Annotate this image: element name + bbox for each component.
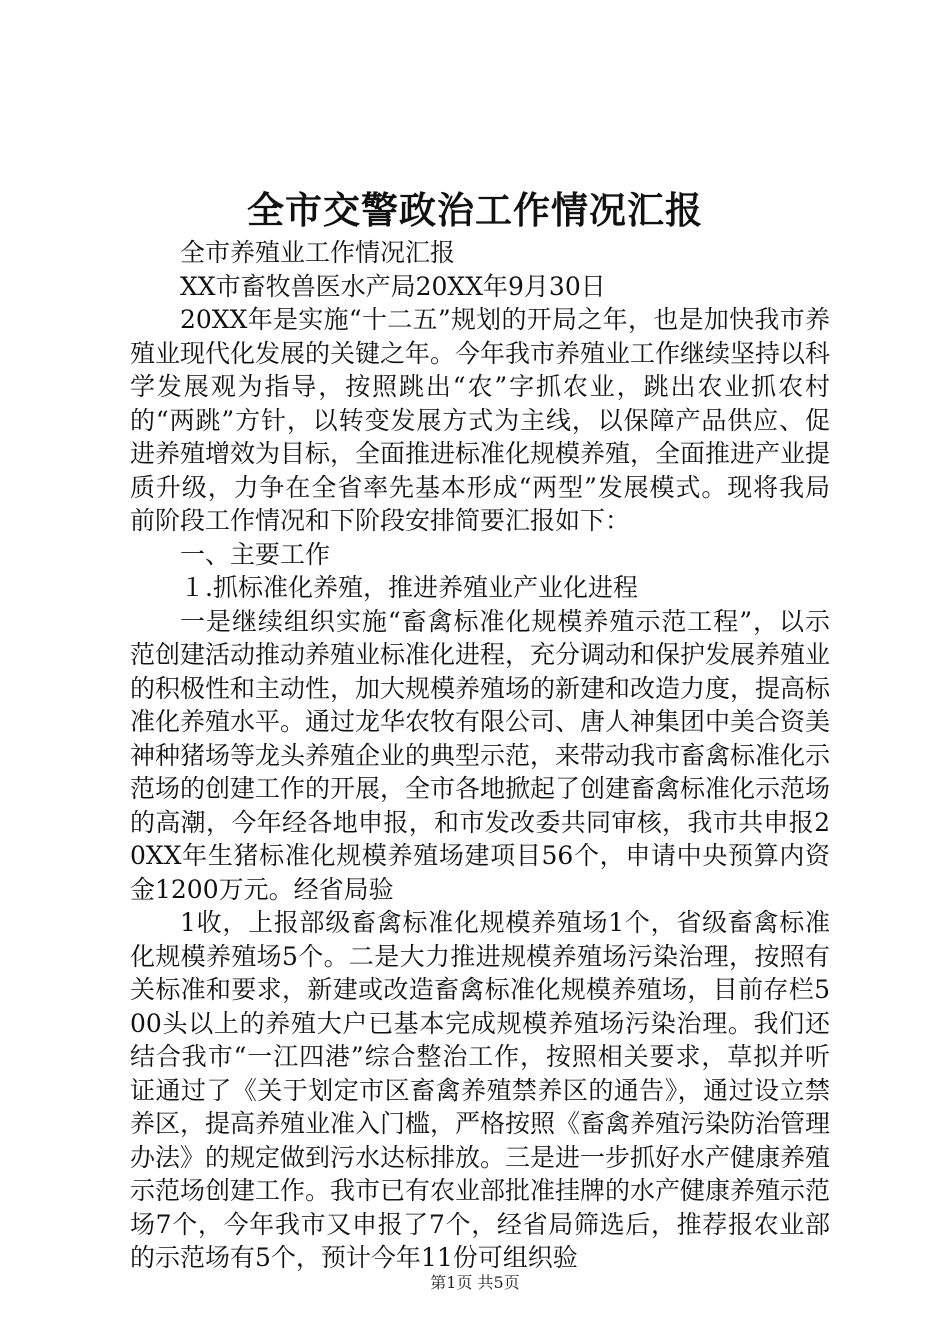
paragraph-subtitle: 全市养殖业工作情况汇报 (180, 238, 456, 267)
paragraph-intro: 20XX年是实施“十二五”规划的开局之年，也是加快我市养殖业现代化发展的关键之年。今年我市养殖业工作继续坚持以科学发展观为指导，按照跳出“农”字抓农业，跳出农业抓农村的“两跳”方针，以转变发展方式为主线，以保障产品供应、促进养殖增效为目标，全面推进标准化规模养殖，全面推进产业提质升级，力争在全省率先基本形成“两型”发展模式。现将我局前阶段工作情况和下阶段安排简要汇报如下： (130, 305, 831, 535)
paragraph-standardization: 一是继续组织实施“畜禽标准化规模养殖示范工程”，以示范创建活动推动养殖业标准化进程，充分调动和保护发展养殖业的积极性和主动性，加大规模养殖场的新建和改造力度，提高标准化养殖水平。通过龙华农牧有限公司、唐人神集团中美合资美神种猪场等龙头养殖企业的典型示范，来带动我市畜禽标准化示范场的创建工作的开展，全市各地掀起了创建畜禽标准化示范场的高潮，今年经各地申报，和市发改委共同审核，我市共申报20XX年生猪标准化规模养殖场建项目56个，申请中央预算内资金1200万元。经省局验 (130, 606, 831, 904)
paragraph-author-date: XX市畜牧兽医水产局20XX年9月30日 (180, 271, 606, 301)
document-body (130, 236, 830, 1275)
paragraph-pollution-control: 1收，上报部级畜禽标准化规模养殖场1个，省级畜禽标准化规模养殖场5个。二是大力推进规模养殖场污染治理，按照有关标准和要求，新建或改造畜禽标准化规模养殖场，目前存栏500头以上的养殖大户已基本完成规模养殖场污染治理。我们还结合我市“一江四港”综合整治工作，按照相关要求，草拟并听证通过了《关于划定市区畜禽养殖禁养区的通告》，通过设立禁养区，提高养殖业准入门槛，严格按照《畜禽养殖污染防治管理办法》的规定做到污水达标排放。三是进一步抓好水产健康养殖示范场创建工作。我市已有农业部批准挂牌的水产健康养殖示范场7个，今年我市又申报了7个，经省局筛选后，推荐报农业部的示范场有5个，预计今年11份可组织验 (130, 908, 831, 1272)
subsection-heading: １.抓标准化养殖，推进养殖业产业化进程 (180, 573, 638, 602)
section-heading: 一、主要工作 (180, 539, 331, 569)
document-title: 全市交警政治工作情况汇报 (247, 188, 703, 232)
page-footer: 第1页 共5页 (430, 1273, 520, 1292)
